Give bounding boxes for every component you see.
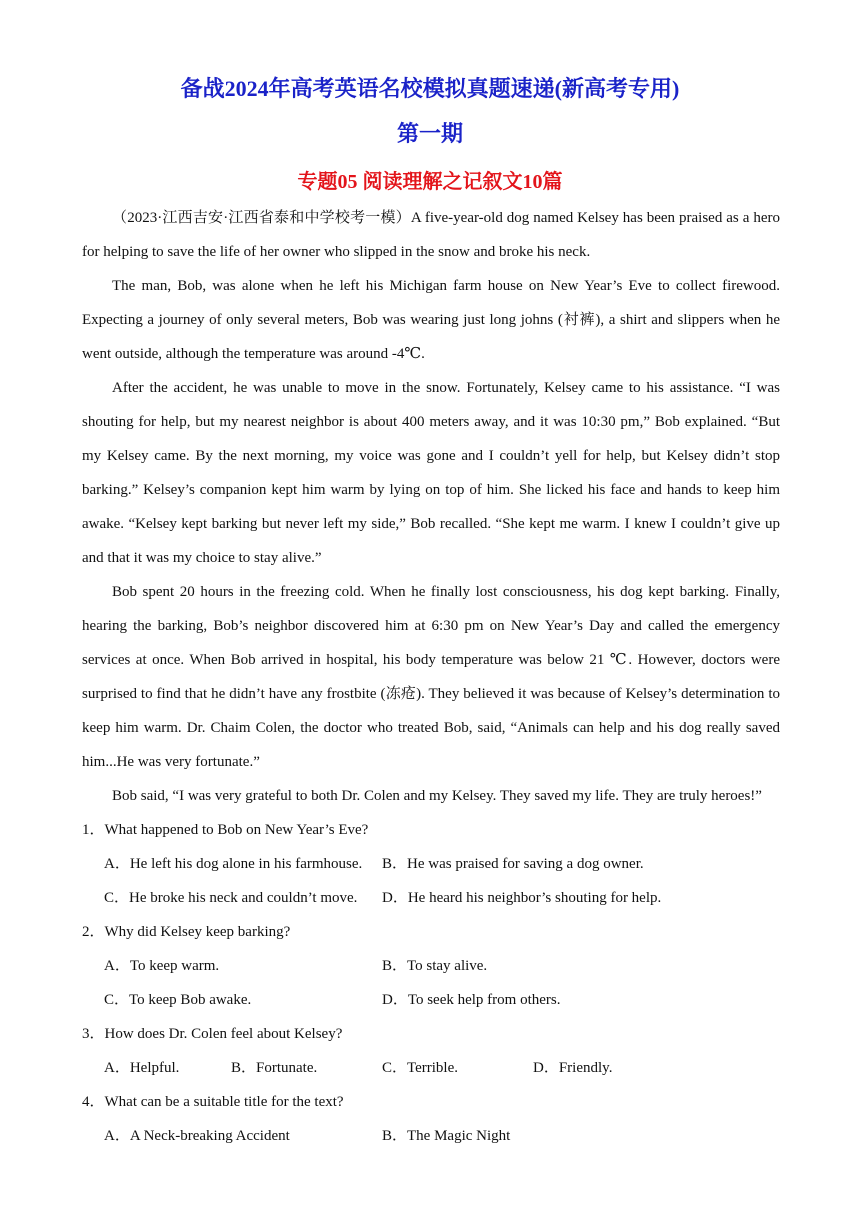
question-2-options-row-1 — [82, 949, 780, 983]
question-3-option-c: C．Terrible. — [382, 1060, 459, 1076]
question-1-options-row-1 — [82, 847, 780, 881]
passage-paragraph-1: （2023·江西吉安·江西省泰和中学校考一模）A five-year-old dog named Kelsey has been praised as a hero for helping to save the life of her owner who slipped in the snow and broke his neck. — [82, 210, 780, 260]
question-2-option-a: A．To keep warm. — [104, 958, 220, 974]
question-1-options-row-2 — [82, 881, 780, 915]
document-body — [82, 201, 780, 1153]
question-1-option-b: B．He was praised for saving a dog owner. — [382, 856, 644, 872]
question-2: 2．Why did Kelsey keep barking? — [82, 924, 291, 940]
question-1-option-c: C．He broke his neck and couldn’t move. — [104, 890, 358, 906]
passage-paragraph-4: Bob spent 20 hours in the freezing cold. When he finally lost consciousness, his dog kept barking. Finally, hearing the barking, Bob’s neighbor discovered him at 6:30 pm on New Year’s Day and called the emergency services at once. When Bob arrived in hospital, his body temperature was below 21 ℃. However, doctors were surprised to find that he didn’t have any frostbite (冻疮). They believed it was because of Kelsey’s determination to keep him warm. Dr. Chaim Colen, the doctor who treated Bob, said, “Animals can help and his dog really saved him...He was very fortunate.” — [82, 584, 780, 770]
question-1-option-d: D．He heard his neighbor’s shouting for help. — [382, 890, 662, 906]
passage-paragraph-5: Bob said, “I was very grateful to both Dr. Colen and my Kelsey. They saved my life. They are truly heroes!” — [112, 788, 762, 804]
issue-label: 第一期 — [396, 121, 463, 146]
question-3-options-row — [82, 1051, 780, 1085]
document-title: 备战2024年高考英语名校模拟真题速递(新高考专用) — [180, 76, 680, 101]
question-1-option-a: A．He left his dog alone in his farmhouse. — [104, 856, 363, 872]
question-2-option-c: C．To keep Bob awake. — [104, 992, 252, 1008]
question-2-options-row-2 — [82, 983, 780, 1017]
question-3-option-d: D．Friendly. — [533, 1060, 613, 1076]
question-4-option-b: B．The Magic Night — [382, 1128, 511, 1144]
question-4-option-a: A．A Neck-breaking Accident — [104, 1128, 290, 1144]
question-2-option-d: D．To seek help from others. — [382, 992, 561, 1008]
passage-paragraph-3: After the accident, he was unable to move in the snow. Fortunately, Kelsey came to his assistance. “I was shouting for help, but my nearest neighbor is about 400 meters away, and it was 10:30 pm,” Bob explained. “But my Kelsey came. By the next morning, my voice was gone and I couldn’t yell for help, but Kelsey didn’t stop barking.” Kelsey’s companion kept him warm by lying on top of him. She licked his face and hands to keep him awake. “Kelsey kept barking but never left my side,” Bob recalled. “She kept me warm. I knew I couldn’t give up and that it was my choice to stay alive.” — [82, 380, 780, 566]
question-2-option-b: B．To stay alive. — [382, 958, 488, 974]
question-3: 3．How does Dr. Colen feel about Kelsey? — [82, 1026, 343, 1042]
question-4-options-row — [82, 1119, 780, 1153]
passage-paragraph-2: The man, Bob, was alone when he left his Michigan farm house on New Year’s Eve to collect firewood. Expecting a journey of only several meters, Bob was wearing just long johns (衬裤), a shirt and slippers when he went outside, although the temperature was around -4℃. — [82, 278, 780, 362]
question-4: 4．What can be a suitable title for the text? — [82, 1094, 344, 1110]
question-3-option-b: B．Fortunate. — [231, 1060, 318, 1076]
question-1: 1．What happened to Bob on New Year’s Eve? — [82, 822, 369, 838]
question-3-option-a: A．Helpful. — [104, 1060, 180, 1076]
topic-heading: 专题05 阅读理解之记叙文10篇 — [297, 171, 563, 193]
